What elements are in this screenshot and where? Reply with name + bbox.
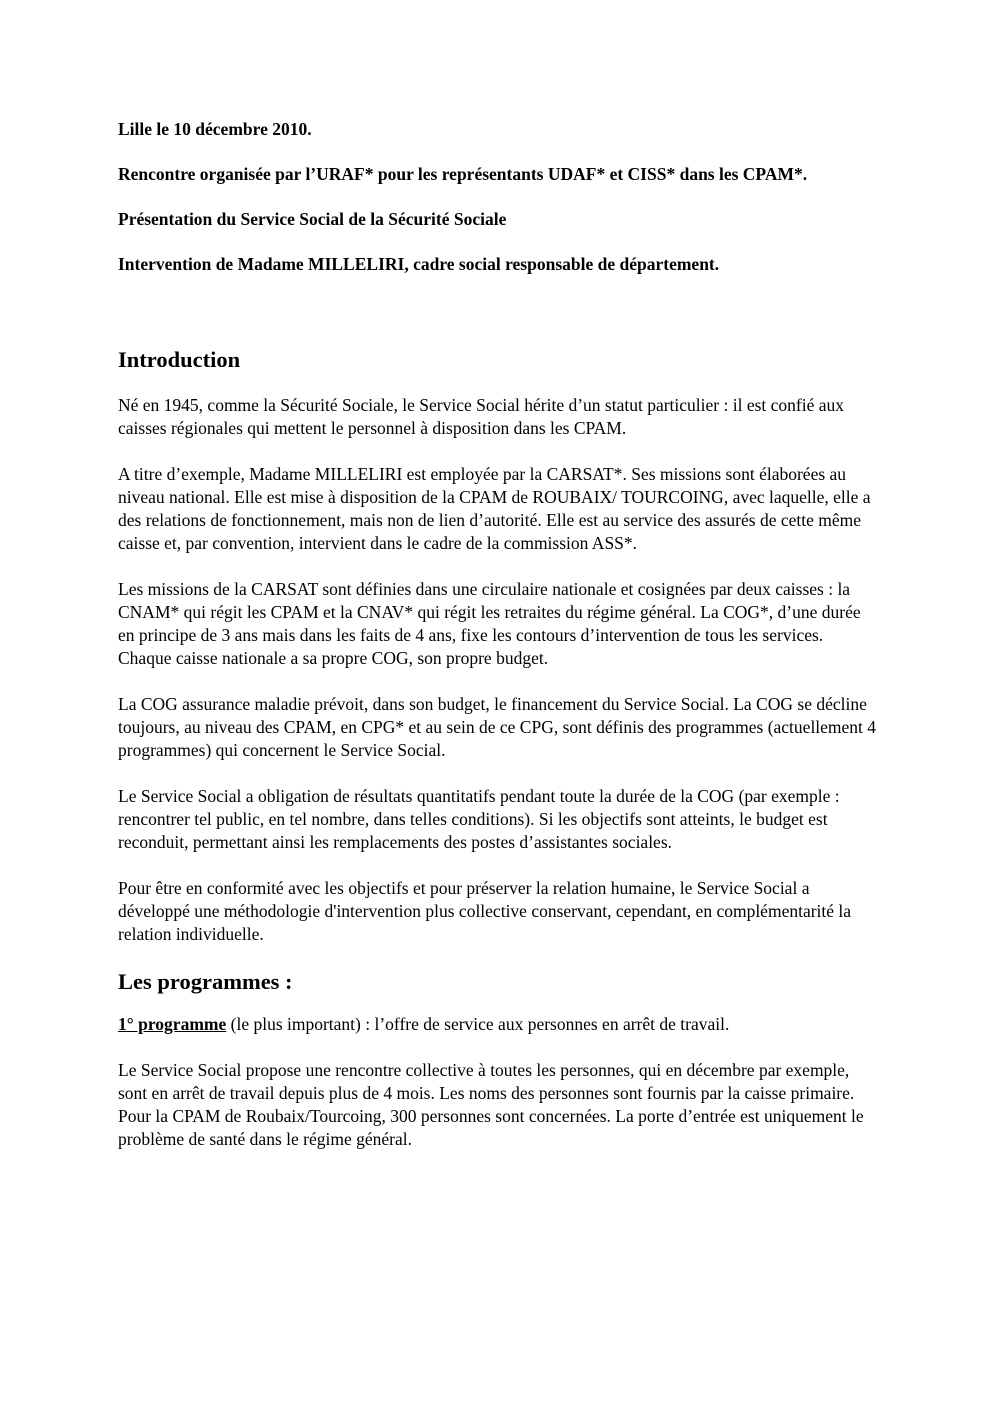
first-programme-label: 1° programme: [118, 1014, 227, 1034]
intro-paragraph-1: Né en 1945, comme la Sécurité Sociale, le Service Social hérite d’un statut particulier : il est confié aux caisses régionales qui mettent le personnel à disposition dans les CPAM.: [118, 395, 845, 438]
intro-paragraph-5: Le Service Social a obligation de résultats quantitatifs pendant toute la durée de la COG (par exemple : rencontrer tel public, en tel nombre, dans telles conditions). Si les objectifs sont atteints, le budget est reconduit, permettant ainsi les remplacements des postes d’assistantes sociales.: [118, 786, 840, 852]
intro-paragraph-4: La COG assurance maladie prévoit, dans son budget, le financement du Service Social. La COG se décline toujours, au niveau des CPAM, en CPG* et au sein de ce CPG, sont définis des programmes (actuellement 4 programmes) qui concernent le Service Social.: [118, 694, 877, 760]
date-line: Lille le 10 décembre 2010.: [118, 119, 312, 139]
programme-paragraph-1: Le Service Social propose une rencontre collective à toutes les personnes, qui en décembre par exemple, sont en arrêt de travail depuis plus de 4 mois. Les noms des personnes sont fournis par la caisse primaire.: [118, 1060, 855, 1103]
first-programme-description: (le plus important) : l’offre de service aux personnes en arrêt de travail.: [226, 1014, 730, 1034]
intro-paragraph-3: Les missions de la CARSAT sont définies dans une circulaire nationale et cosignées par deux caisses : la CNAM* qui régit les CPAM et la CNAV* qui régit les retraites du régime général. La COG*, d’une durée en principe de 3 ans mais dans les faits de 4 ans, fixe les contours d’intervention de tous les services. Chaque caisse nationale a sa propre COG, son propre budget.: [118, 579, 861, 668]
document-body: [118, 118, 878, 1151]
intro-paragraph-6: Pour être en conformité avec les objectifs et pour préserver la relation humaine, le Service Social a développé une méthodologie d'intervention plus collective conservant, cependant, en complémentarité la relation individuelle.: [118, 878, 852, 944]
first-programme-line: [118, 1013, 878, 1036]
introduction-heading: Introduction: [118, 347, 241, 372]
meeting-line: Rencontre organisée par l’URAF* pour les représentants UDAF* et CISS* dans les CPAM*.: [118, 164, 808, 184]
intervention-line: Intervention de Madame MILLELIRI, cadre social responsable de département.: [118, 254, 720, 274]
presentation-line: Présentation du Service Social de la Sécurité Sociale: [118, 209, 507, 229]
intro-paragraph-2: A titre d’exemple, Madame MILLELIRI est employée par la CARSAT*. Ses missions sont élaborées au niveau national. Elle est mise à disposition de la CPAM de ROUBAIX/ TOURCOING, avec laquelle, elle a des relations de fonctionnement, mais non de lien d’autorité. Elle est au service des assurés de cette même caisse et, par convention, intervient dans le cadre de la commission ASS*.: [118, 464, 871, 553]
programme-paragraph-2: Pour la CPAM de Roubaix/Tourcoing, 300 personnes sont concernées. La porte d’entrée est uniquement le problème de santé dans le régime général.: [118, 1106, 864, 1149]
programmes-heading: Les programmes :: [118, 969, 293, 994]
